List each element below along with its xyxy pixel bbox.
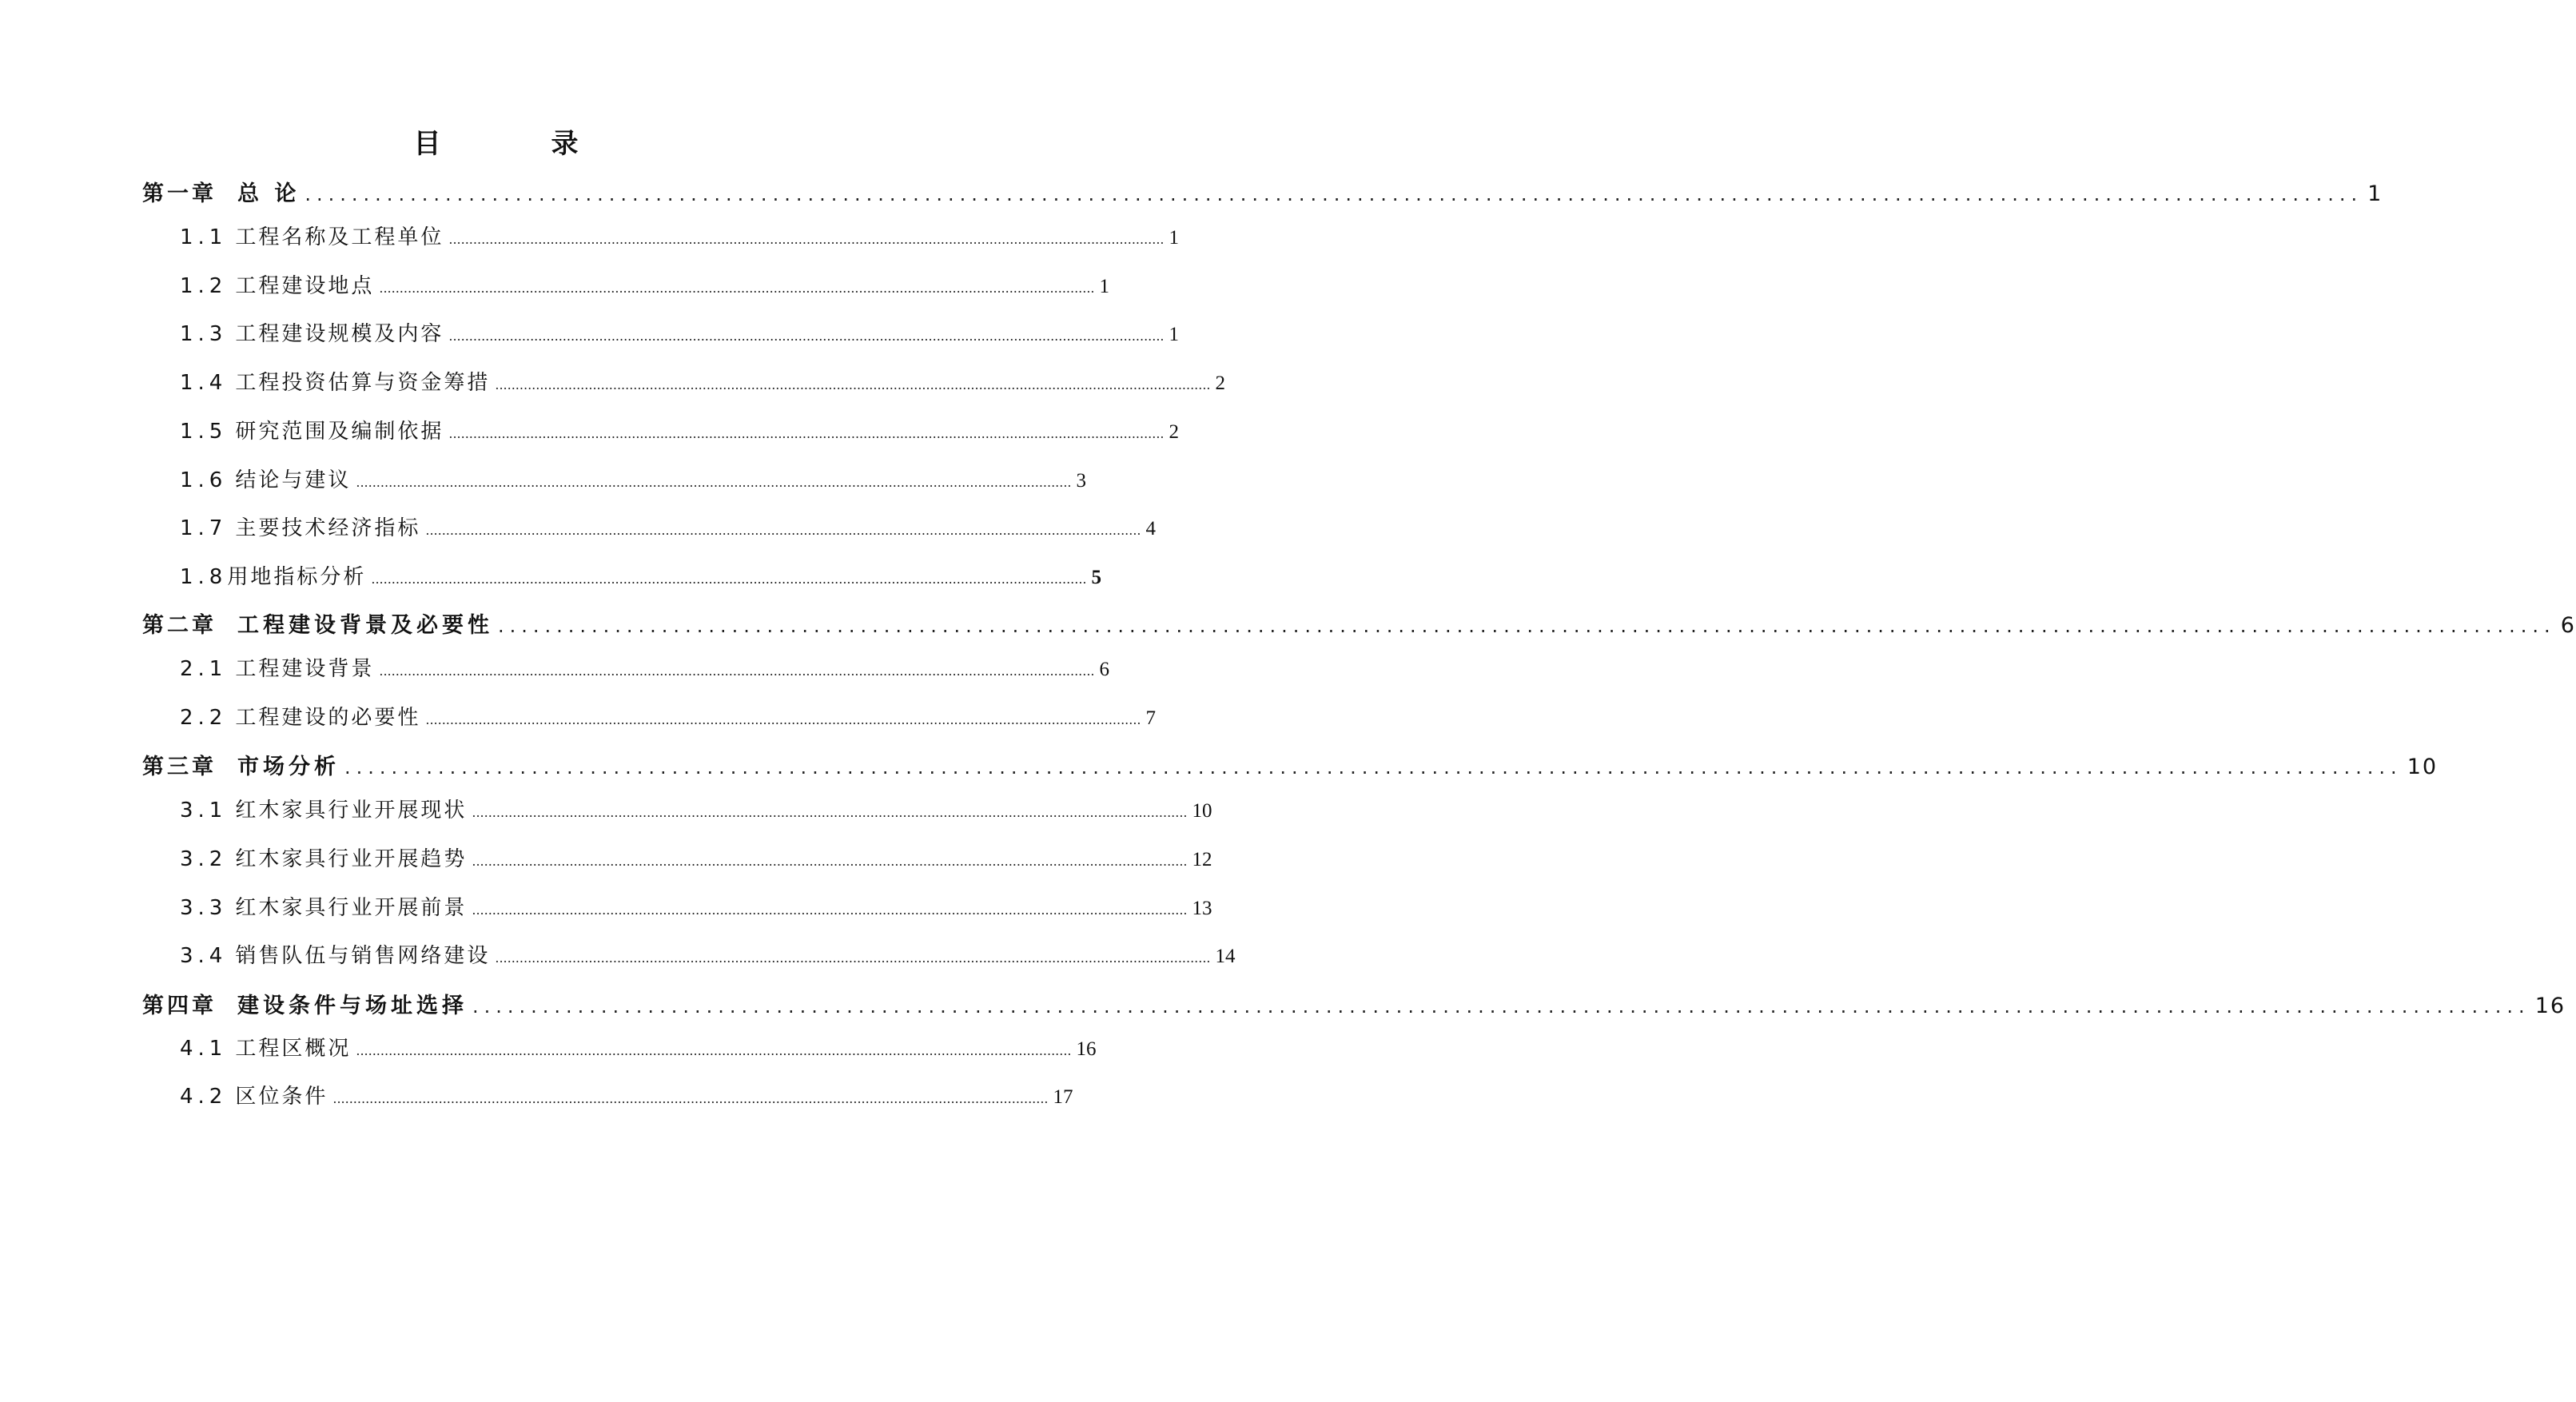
toc-entry-page: 16: [1076, 1038, 1097, 1060]
toc-entry-title: 工程建设背景及必要性: [237, 613, 493, 638]
toc-entry-number: 3.2: [180, 847, 228, 871]
toc-section-2-1[interactable]: [180, 653, 1109, 685]
dot-leader: ................................................................................................................................................................................: [371, 572, 1087, 587]
toc-entry-page: 16: [2534, 994, 2566, 1018]
toc-section-1-5[interactable]: [180, 416, 1179, 448]
toc-entry-title: 销售队伍与销售网络建设: [235, 944, 491, 968]
toc-entry-title: 工程区概况: [235, 1037, 352, 1061]
toc-section-3-4[interactable]: [180, 940, 1236, 972]
dot-leader: ................................................................................................................................................................................: [379, 663, 1095, 679]
toc-entry-number: 1.5: [180, 420, 228, 444]
toc-entry-number: 4.1: [180, 1037, 228, 1061]
toc-entry-page: 10: [1192, 800, 1212, 822]
toc-entry-title: 建设条件与场址选择: [237, 994, 468, 1018]
toc-entry-page: 1: [1169, 324, 1179, 345]
toc-section-1-4[interactable]: [180, 367, 1225, 399]
toc-entry-number: 第三章: [142, 755, 217, 779]
toc-entry-page: 1: [1099, 276, 1109, 297]
toc-entry-title: 工程投资估算与资金筹措: [235, 371, 491, 395]
dot-leader: ................................................................................................................................................................................: [344, 756, 2403, 779]
toc-entry-title: 主要技术经济指标: [235, 516, 421, 540]
toc-chapter-2[interactable]: [142, 610, 2576, 642]
toc-section-2-2[interactable]: [180, 702, 1156, 734]
dot-leader: ................................................................................................................................................................................: [448, 232, 1165, 247]
toc-section-4-2[interactable]: [180, 1081, 1073, 1113]
dot-leader: ................................................................................................................................................................................: [472, 805, 1188, 820]
toc-entry-page: 1: [1169, 227, 1179, 249]
toc-entry-page: 2: [1215, 372, 1225, 394]
toc-entry-number: 1.7: [180, 516, 228, 540]
toc-entry-title: 红木家具行业开展趋势: [235, 847, 468, 871]
toc-entry-number: 3.4: [180, 944, 228, 968]
dot-leader: ................................................................................................................................................................................: [498, 615, 2556, 637]
dot-leader: ................................................................................................................................................................................: [425, 523, 1141, 538]
toc-entry-page: 5: [1091, 567, 1101, 588]
dot-leader: ................................................................................................................................................................................: [356, 475, 1072, 490]
toc-entry-title: 红木家具行业开展现状: [235, 799, 468, 822]
toc-entry-number: 1.8: [180, 565, 228, 589]
toc-chapter-3[interactable]: [142, 751, 2439, 783]
toc-entry-number: 1.2: [180, 274, 228, 298]
toc-entry-title: 结论与建议: [235, 468, 352, 492]
toc-entry-page: 12: [1192, 849, 1212, 870]
toc-section-1-1[interactable]: [180, 221, 1179, 253]
toc-section-1-8[interactable]: [180, 561, 1101, 593]
toc-section-3-3[interactable]: [180, 892, 1212, 924]
toc-entry-number: 第一章: [142, 181, 217, 206]
dot-leader: ................................................................................................................................................................................: [332, 1091, 1049, 1106]
toc-entry-title: 工程建设地点: [235, 274, 375, 298]
toc-entry-page: 2: [1169, 421, 1179, 443]
toc-entry-page: 4: [1145, 518, 1156, 540]
toc-section-3-1[interactable]: [180, 795, 1212, 826]
toc-entry-number: 1.4: [180, 371, 228, 395]
toc-entry-title: 用地指标分析: [227, 565, 367, 589]
toc-chapter-1[interactable]: [142, 178, 2383, 210]
toc-section-1-3[interactable]: [180, 318, 1179, 350]
toc-entry-title: 总 论: [237, 181, 301, 206]
toc-chapter-4[interactable]: [142, 990, 2566, 1022]
toc-section-1-7[interactable]: [180, 512, 1156, 544]
toc-entry-number: 2.1: [180, 657, 228, 681]
dot-leader: ................................................................................................................................................................................: [425, 712, 1141, 727]
toc-entry-title: 工程建设背景: [235, 657, 375, 681]
toc-entry-title: 工程建设规模及内容: [235, 322, 444, 346]
toc-entry-title: 研究范围及编制依据: [235, 420, 444, 444]
toc-section-1-2[interactable]: [180, 270, 1109, 302]
toc-entry-title: 区位条件: [235, 1085, 328, 1109]
toc-entry-page: 17: [1053, 1086, 1073, 1108]
dot-leader: ................................................................................................................................................................................: [379, 281, 1095, 296]
toc-section-4-1[interactable]: [180, 1033, 1097, 1065]
toc-section-1-6[interactable]: [180, 464, 1086, 496]
dot-leader: ................................................................................................................................................................................: [472, 902, 1188, 918]
toc-entry-page: 14: [1215, 946, 1236, 967]
toc-entry-number: 1.1: [180, 225, 228, 249]
toc-section-3-2[interactable]: [180, 843, 1212, 875]
dot-leader: ................................................................................................................................................................................: [472, 854, 1188, 869]
toc-entry-page: 10: [2407, 755, 2439, 779]
dot-leader: ................................................................................................................................................................................: [448, 426, 1165, 441]
toc-entry-title: 红木家具行业开展前景: [235, 896, 468, 920]
toc-entry-page: 6: [1099, 659, 1109, 680]
dot-leader: ................................................................................................................................................................................: [495, 377, 1211, 392]
dot-leader: ................................................................................................................................................................................: [356, 1043, 1072, 1058]
toc-entry-page: 1: [2367, 181, 2383, 206]
toc-entry-number: 3.3: [180, 896, 228, 920]
toc-entry-number: 3.1: [180, 799, 228, 822]
toc-entry-number: 第四章: [142, 994, 217, 1018]
page-title: 目 录: [413, 128, 620, 160]
toc-entry-number: 1.3: [180, 322, 228, 346]
toc-entry-title: 市场分析: [237, 755, 340, 779]
toc-entry-number: 第二章: [142, 613, 217, 638]
dot-leader: ................................................................................................................................................................................: [448, 329, 1165, 344]
toc-entry-page: 3: [1076, 470, 1086, 492]
toc-entry-number: 2.2: [180, 706, 228, 730]
toc-entry-page: 6: [2560, 613, 2576, 638]
toc-entry-title: 工程建设的必要性: [235, 706, 421, 730]
toc-entry-page: 7: [1145, 707, 1156, 729]
dot-leader: ................................................................................................................................................................................: [305, 183, 2363, 205]
dot-leader: ................................................................................................................................................................................: [495, 950, 1211, 966]
toc-entry-page: 13: [1192, 898, 1212, 919]
dot-leader: ................................................................................................................................................................................: [472, 995, 2530, 1018]
toc-entry-number: 4.2: [180, 1085, 228, 1109]
toc-entry-number: 1.6: [180, 468, 228, 492]
toc-entry-title: 工程名称及工程单位: [235, 225, 444, 249]
